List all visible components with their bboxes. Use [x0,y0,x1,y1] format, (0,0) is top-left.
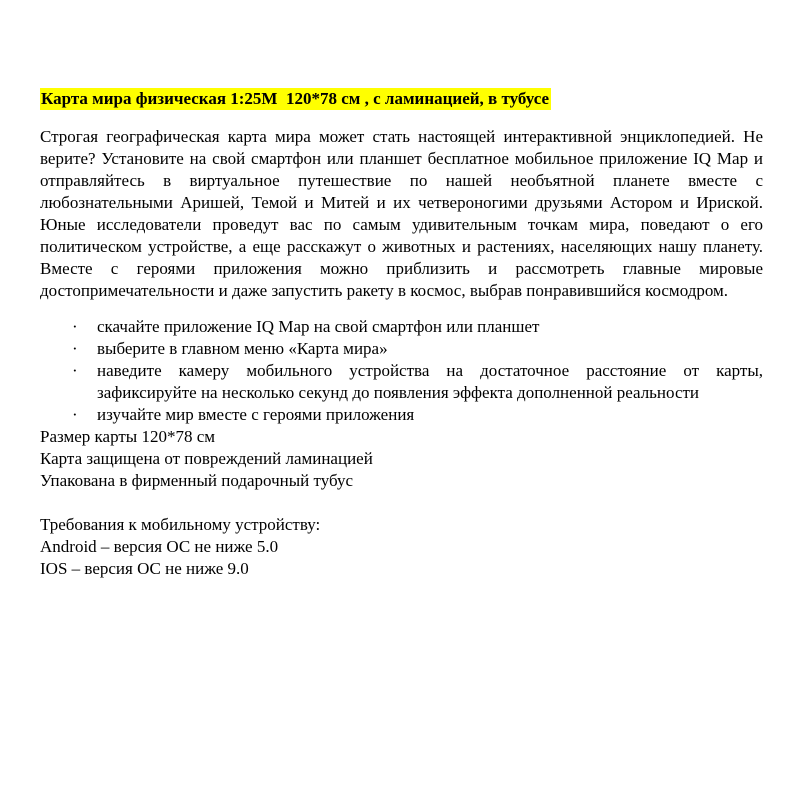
list-item-text: скачайте приложение IQ Map на свой смартфон или планшет [97,317,540,336]
bullet-icon: · [72,405,78,424]
spec-packaging: Упакована в фирменный подарочный тубус [40,471,354,490]
list-item-text: изучайте мир вместе с героями приложения [97,405,415,424]
title-highlight: Карта мира физическая 1:25М 120*78 см , с ламинацией, в тубусе [41,89,549,108]
feature-list [40,316,763,426]
requirement-android: Android – версия ОС не ниже 5.0 [40,537,279,556]
requirements-title: Требования к мобильному устройству: [40,515,321,534]
spec-lamination: Карта защищена от повреждений ламинацией [40,449,373,468]
list-item-text: наведите камеру мобильного устройства на достаточное расстояние от карты, зафиксируйте на несколько секунд до появления эффекта дополненной реальности [97,361,763,402]
bullet-icon: · [72,339,78,358]
specs-block [40,426,763,492]
intro-paragraph: Строгая географическая карта мира может стать настоящей интерактивной энциклопедией. Не верите? Установите на свой смартфон или планшет бесплатное мобильное приложение IQ Map и отправляйтесь в виртуальное путешествие по нашей необъятной планете вместе с любознательными Аришей, Темой и Митей и их четвероногими друзьями Астором и Ириской. Юные исследователи проведут вас по самым удивительным точкам мира, поведают о его политическом устройстве, а еще расскажут о животных и растениях, населяющих нашу планету. Вместе с героями приложения можно приблизить и рассмотреть главные мировые достопримечательности и даже запустить ракету в космос, выбрав понравившийся космодром. [40,127,763,300]
list-item [40,360,763,404]
requirement-ios: IOS – версия ОС не ниже 9.0 [40,559,249,578]
spec-size: Размер карты 120*78 см [40,427,216,446]
list-item-text: выберите в главном меню «Карта мира» [97,339,388,358]
list-item [40,316,763,338]
product-title [40,88,763,109]
list-item [40,404,763,426]
bullet-icon: · [72,361,78,380]
bullet-icon: · [72,317,78,336]
list-item [40,338,763,360]
requirements-block [40,514,763,580]
